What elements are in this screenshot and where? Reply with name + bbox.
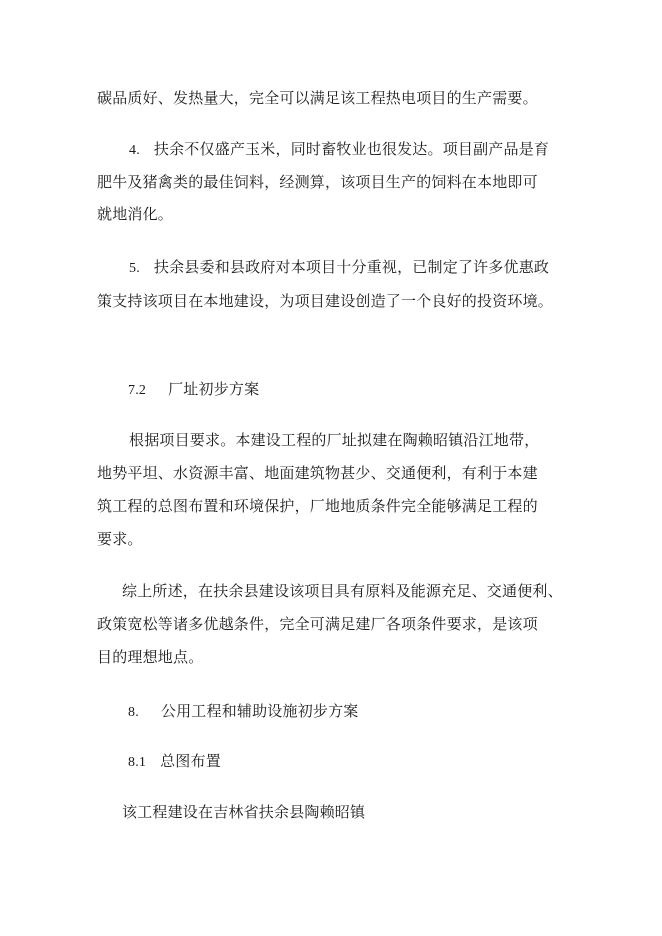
paragraph-line: 肥牛及猪禽类的最佳饲料，经测算，该项目生产的饲料在本地即可: [97, 173, 538, 191]
section-number: 8.1: [128, 755, 147, 770]
section-title: 公用工程和辅助设施初步方案: [160, 702, 359, 720]
paragraph-line: 筑工程的总图布置和环境保护，厂地地质条件完全能够满足工程的: [97, 497, 538, 515]
section-number: 8.: [128, 705, 139, 720]
paragraph-line: 目的理想地点。: [97, 648, 204, 666]
section-number: 7.2: [128, 383, 147, 398]
paragraph-line: 该工程建设在吉林省扶余县陶赖昭镇: [122, 803, 366, 821]
paragraph-line: 碳品质好、发热量大，完全可以满足该工程热电项目的生产需要。: [97, 89, 538, 107]
paragraph-line: 就地消化。: [97, 205, 174, 223]
section-title: 厂址初步方案: [168, 380, 260, 398]
list-item-text: 扶余不仅盛产玉米，同时畜牧业也很发达。项目副产品是育: [153, 140, 550, 158]
paragraph-line: 综上所述，在扶余县建设该项目具有原料及能源充足、交通便利、: [122, 582, 563, 600]
list-item-text: 扶余县委和县政府对本项目十分重视，已制定了许多优惠政: [153, 258, 550, 276]
list-number: 4.: [129, 143, 140, 158]
list-item-5: [129, 258, 549, 278]
section-heading-7-2: [128, 380, 259, 400]
paragraph-line: 根据项目要求。本建设工程的厂址拟建在陶赖昭镇沿江地带，: [129, 431, 540, 449]
paragraph-line: 政策宽松等诸多优越条件，完全可满足建厂各项条件要求，是该项: [97, 615, 538, 633]
list-item-4: [129, 140, 549, 160]
paragraph-line: 策支持该项目在本地建设，为项目建设创造了一个良好的投资环境。: [97, 292, 554, 310]
section-heading-8: [128, 702, 359, 722]
list-number: 5.: [129, 261, 140, 276]
section-title: 总图布置: [160, 752, 221, 770]
paragraph-line: 地势平坦、水资源丰富、地面建筑物甚少、交通便利，有利于本建: [97, 464, 538, 482]
section-heading-8-1: [128, 752, 221, 772]
paragraph-line: 要求。: [97, 530, 143, 548]
